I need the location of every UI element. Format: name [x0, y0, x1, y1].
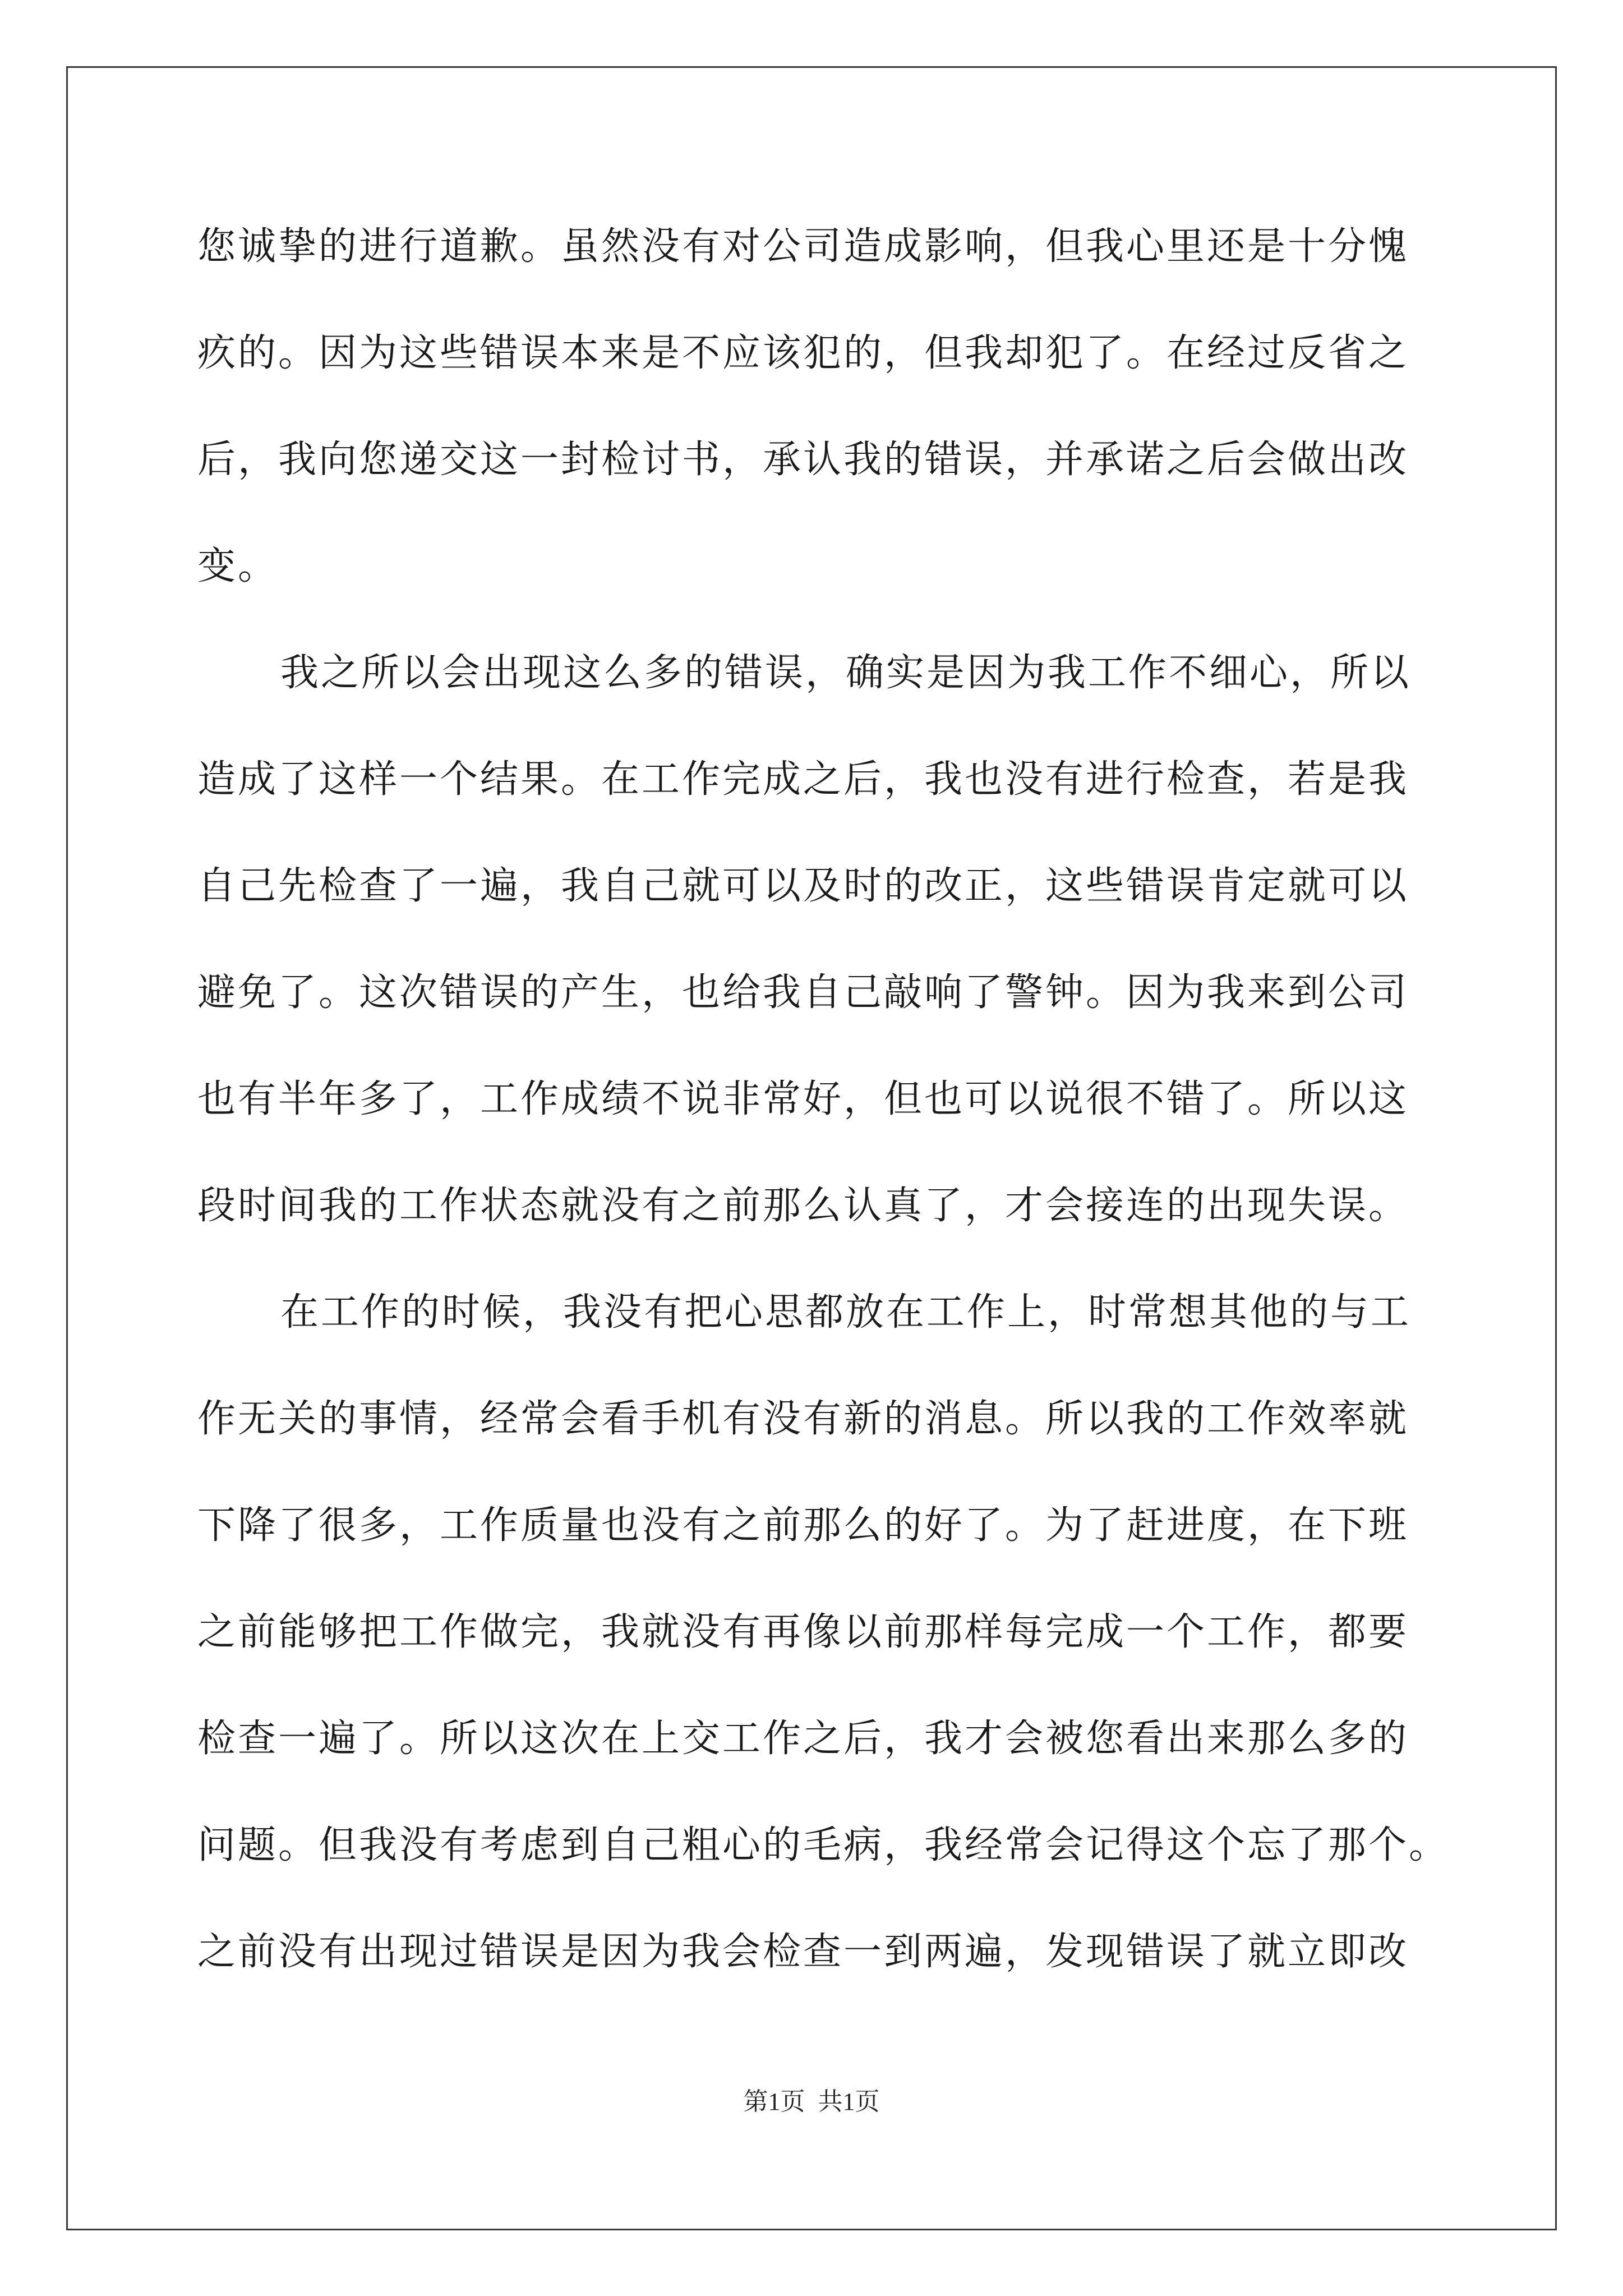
- paragraph-3-line-1: 在工作的时候，我没有把心思都放在工作上，时常想其他的与工: [280, 1290, 1412, 1335]
- paragraph-1-line-4: 变。: [197, 544, 279, 588]
- paragraph-3-line-2: 作无关的事情，经常会看手机有没有新的消息。所以我的工作效率就: [197, 1397, 1409, 1441]
- page-number: 第1页: [743, 2088, 805, 2115]
- paragraph-2-line-1: 我之所以会出现这么多的错误，确实是因为我工作不细心，所以: [280, 651, 1412, 695]
- paragraph-1-line-1: 您诚挚的进行道歉。虽然没有对公司造成影响，但我心里还是十分愧: [197, 224, 1409, 269]
- paragraph-2-line-4: 避免了。这次错误的产生，也给我自己敲响了警钟。因为我来到公司: [197, 970, 1409, 1015]
- paragraph-3-line-3: 下降了很多，工作质量也没有之前那么的好了。为了赶进度，在下班: [197, 1503, 1409, 1548]
- paragraph-3-line-7: 之前没有出现过错误是因为我会检查一到两遍，发现错误了就立即改: [197, 1930, 1409, 1974]
- paragraph-2-line-6: 段时间我的工作状态就没有之前那么认真了，才会接连的出现失误。: [197, 1184, 1409, 1228]
- paragraph-2-line-5: 也有半年多了，工作成绩不说非常好，但也可以说很不错了。所以这: [197, 1077, 1409, 1121]
- paragraph-2-line-3: 自己先检查了一遍，我自己就可以及时的改正，这些错误肯定就可以: [197, 864, 1409, 908]
- paragraph-1-line-3: 后，我向您递交这一封检讨书，承认我的错误，并承诺之后会做出改: [197, 438, 1409, 482]
- page-total: 共1页: [818, 2088, 880, 2115]
- paragraph-1-line-2: 疚的。因为这些错误本来是不应该犯的，但我却犯了。在经过反省之: [197, 331, 1409, 375]
- paragraph-3-line-5: 检查一遍了。所以这次在上交工作之后，我才会被您看出来那么多的: [197, 1717, 1409, 1761]
- paragraph-3-line-6: 问题。但我没有考虑到自己粗心的毛病，我经常会记得这个忘了那个。: [197, 1823, 1450, 1867]
- paragraph-2-line-2: 造成了这样一个结果。在工作完成之后，我也没有进行检查，若是我: [197, 757, 1409, 802]
- paragraph-3-line-4: 之前能够把工作做完，我就没有再像以前那样每完成一个工作，都要: [197, 1610, 1409, 1654]
- page-footer: [0, 2081, 1623, 2117]
- page-border: [66, 66, 1557, 2230]
